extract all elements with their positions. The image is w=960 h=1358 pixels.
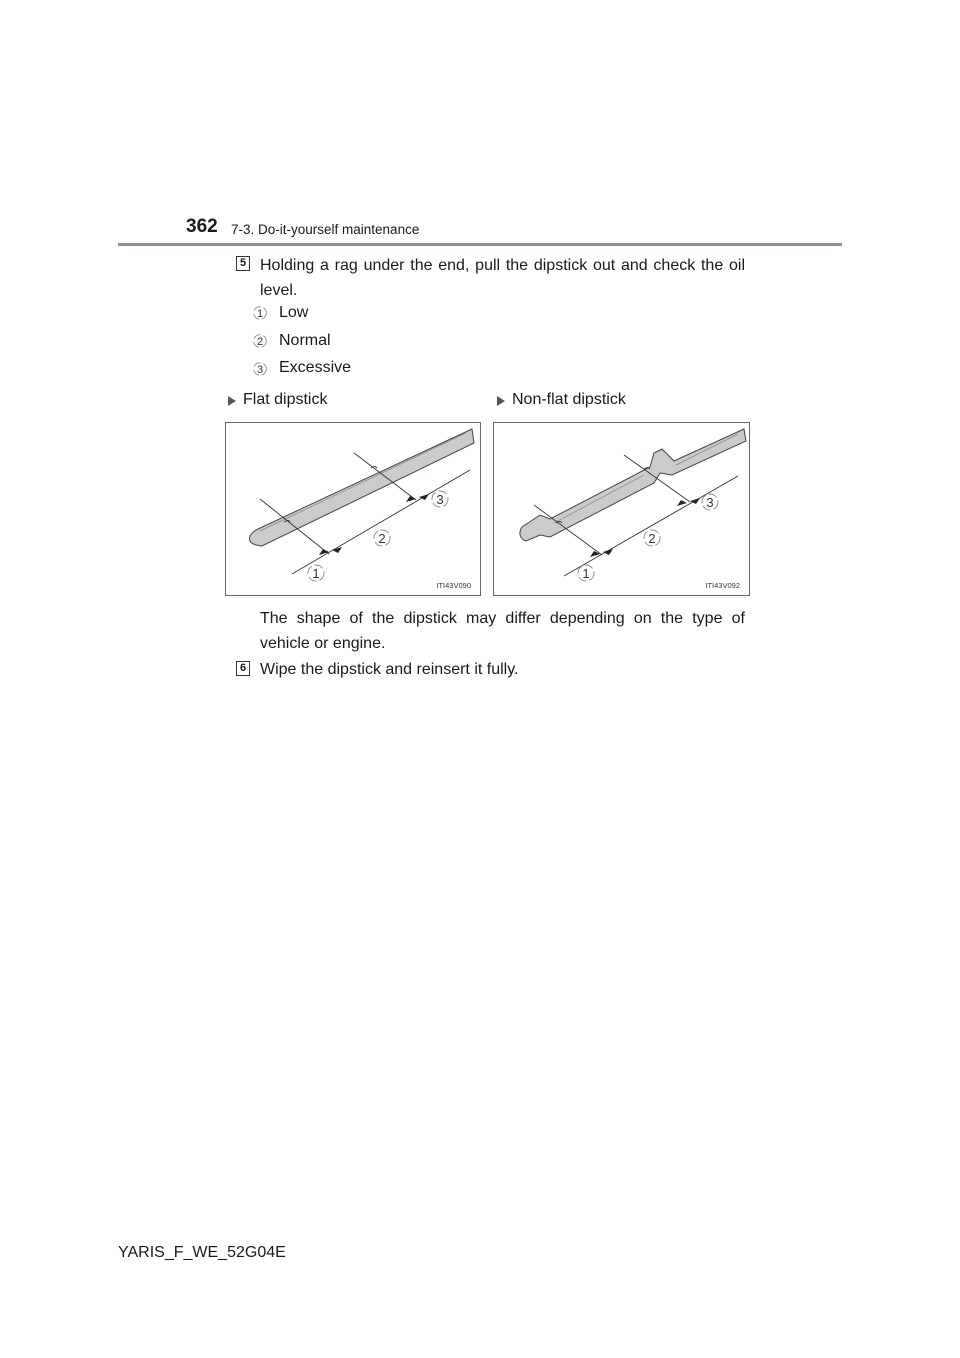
svg-text:2: 2 [256, 336, 264, 348]
callout-number-icon [253, 305, 267, 321]
dipstick-shape-note: The shape of the dipstick may differ depending on the type of vehicle or engine. [260, 610, 745, 652]
svg-text:1: 1 [256, 308, 264, 320]
callout-3 [702, 494, 718, 510]
svg-text:3: 3 [706, 495, 714, 510]
figure-code: ITI43V090 [436, 581, 471, 590]
svg-text:2: 2 [648, 531, 656, 546]
non-flat-dipstick-figure [493, 422, 750, 596]
flat-dipstick-figure [225, 422, 481, 596]
document-code-footer: YARIS_F_WE_52G04E [118, 1244, 286, 1261]
figure-caption-flat: Flat dipstick [243, 391, 328, 408]
section-title: 7-3. Do-it-yourself maintenance [231, 222, 420, 237]
header-rule [118, 243, 842, 246]
triangle-bullet-icon [497, 396, 505, 406]
callout-1 [578, 565, 594, 581]
callout-1 [308, 565, 324, 581]
svg-text:1: 1 [312, 566, 320, 581]
step-text: Wipe the dipstick and reinsert it fully. [260, 661, 519, 678]
callout-2 [644, 530, 660, 546]
figure-caption-non-flat: Non-flat dipstick [512, 391, 626, 408]
svg-text:3: 3 [256, 364, 264, 376]
level-label-excessive: Excessive [279, 359, 352, 376]
non-flat-dipstick-illustration [494, 423, 748, 594]
level-label-normal: Normal [279, 332, 331, 349]
svg-text:1: 1 [582, 566, 590, 581]
callout-3 [432, 491, 448, 507]
step-text: Holding a rag under the end, pull the dipstick out and check the oil level. [260, 257, 745, 299]
step-number-badge: 5 [236, 256, 250, 271]
callout-number-icon [253, 361, 267, 377]
page-number: 362 [186, 216, 218, 237]
step-number-badge: 6 [236, 661, 250, 676]
flat-dipstick-illustration [226, 423, 479, 594]
callout-2 [374, 530, 390, 546]
svg-text:2: 2 [378, 531, 386, 546]
triangle-bullet-icon [228, 396, 236, 406]
svg-text:3: 3 [436, 492, 444, 507]
level-label-low: Low [279, 304, 309, 321]
callout-number-icon [253, 333, 267, 349]
figure-code: ITI43V092 [705, 581, 740, 590]
